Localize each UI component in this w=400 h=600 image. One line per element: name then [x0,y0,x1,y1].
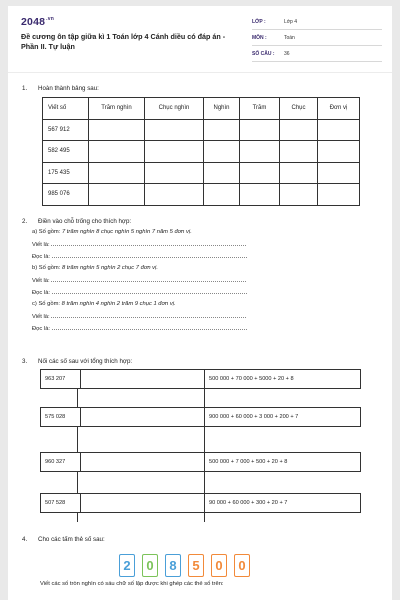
number-box[interactable] [40,493,212,513]
box-divider [80,494,81,512]
meta-key: SỐ CÂU : [252,51,275,57]
table-row [43,119,360,141]
card-digit: 2 [123,558,131,573]
answer-blank[interactable] [51,313,246,318]
part-label: a) Số gồm: [32,229,62,235]
answer-cell[interactable] [145,141,204,163]
table-header: Viết số [43,98,89,120]
sum-label: 90 000 + 60 000 + 300 + 20 + 7 [209,500,288,506]
sum-label: 500 000 + 7 000 + 500 + 20 + 8 [209,459,288,465]
number-card[interactable] [234,554,250,577]
question-prompt: Cho các tấm thẻ số sau: [38,536,105,543]
table-header: Trăm nghìn [89,98,145,120]
sum-label: 900 000 + 60 000 + 3 000 + 200 + 7 [209,414,299,420]
meta-key: MÔN : [252,35,267,41]
card-digit: 0 [146,558,154,573]
answer-cell[interactable] [318,119,360,141]
answer-cell[interactable] [204,119,240,141]
answer-cell[interactable] [280,119,318,141]
sum-box[interactable] [204,407,361,427]
answer-cell[interactable] [89,119,145,141]
meta-value: Lớp 4 [284,19,298,25]
sum-box[interactable] [204,369,361,389]
answer-cell[interactable] [204,141,240,163]
part-text: 8 trăm nghìn 4 nghìn 2 trăm 9 chục 1 đơn vị. [61,301,176,307]
table-cell-number: 175 435 [43,162,89,184]
sum-label: 500 000 + 70 000 + 5000 + 20 + 8 [209,376,294,382]
header-divider [8,72,392,73]
table-cell-number: 567 912 [43,119,89,141]
number-box[interactable] [40,369,212,389]
answer-cell[interactable] [89,162,145,184]
write-label: Viết là: [32,278,50,284]
meta-key: LỚP : [252,19,266,25]
table-header: Chục [280,98,318,120]
answer-cell[interactable] [318,162,360,184]
table-row [43,141,360,163]
write-label: Viết là: [32,242,50,248]
answer-cell[interactable] [145,162,204,184]
question-number: 4. [22,536,28,543]
logo-suffix: .vn [46,16,54,22]
answer-cell[interactable] [145,119,204,141]
answer-cell[interactable] [240,162,280,184]
answer-cell[interactable] [240,184,280,206]
table-cell-number: 582 495 [43,141,89,163]
answer-cell[interactable] [145,184,204,206]
table-row [43,162,360,184]
document-header [8,6,392,68]
document-title [21,32,243,52]
write-line[interactable] [32,277,246,284]
number-card[interactable] [119,554,135,577]
sum-box[interactable] [204,452,361,472]
answer-blank[interactable] [51,241,246,246]
meta-value: 36 [284,51,290,57]
number-box[interactable] [40,407,212,427]
answer-cell[interactable] [280,184,318,206]
write-label: Viết là: [32,314,50,320]
title-line-1: Đề cương ôn tập giữa kì 1 Toán lớp 4 Cánh diều có đáp án - [21,32,226,41]
answer-cell[interactable] [240,141,280,163]
title-line-2: Phần II. Tự luận [21,42,75,51]
table-header-row [43,98,360,120]
table-cell-number: 985 076 [43,184,89,206]
document-meta [252,14,382,62]
logo-text: 2048 [21,16,46,28]
read-line[interactable] [32,325,247,332]
meta-row-class [252,14,382,30]
number-cards [119,554,250,577]
answer-cell[interactable] [280,141,318,163]
question-4-instruction [40,581,224,587]
write-line[interactable] [32,313,246,320]
read-label: Đọc là: [32,254,51,260]
part-b [32,265,158,271]
document-page [8,6,392,600]
part-label: b) Số gồm: [32,265,62,271]
answer-cell[interactable] [240,119,280,141]
part-text: 8 trăm nghìn 5 nghìn 2 chục 7 đơn vị. [61,265,158,271]
site-logo[interactable] [21,16,54,28]
sum-box[interactable] [204,493,361,513]
answer-blank[interactable] [52,253,247,258]
answer-cell[interactable] [204,184,240,206]
number-box[interactable] [40,452,212,472]
answer-cell[interactable] [280,162,318,184]
table-header: Đơn vị [318,98,360,120]
number-label: 963 207 [45,376,66,382]
write-line[interactable] [32,241,246,248]
answer-cell[interactable] [89,184,145,206]
question-number: 1. [22,85,28,92]
card-digit: 0 [238,558,246,573]
answer-cell[interactable] [318,141,360,163]
number-card[interactable] [165,554,181,577]
meta-row-subject [252,30,382,46]
card-digit: 8 [169,558,177,573]
number-card[interactable] [188,554,204,577]
number-card[interactable] [142,554,158,577]
table-header: Chục nghìn [145,98,204,120]
number-label: 507 528 [45,500,66,506]
question-prompt: Hoàn thành bảng sau: [38,85,99,92]
card-digit: 0 [215,558,223,573]
table-header: Trăm [240,98,280,120]
question-prompt: Nối các số sau với tổng thích hợp: [38,358,133,365]
answer-cell[interactable] [204,162,240,184]
answer-blank[interactable] [52,289,247,294]
read-line[interactable] [32,289,247,296]
instruction-text: Viết các số tròn nghìn có sáu chữ số lập được khi ghép các thẻ số trên: [40,581,224,587]
box-divider [80,408,81,426]
part-a [32,229,192,235]
table-header: Nghìn [204,98,240,120]
question-number: 3. [22,358,28,365]
box-divider [80,370,81,388]
part-text: 7 trăm nghìn 8 chục nghìn 5 nghìn 7 năm 5 đơn vị. [61,229,192,235]
number-label: 960 327 [45,459,66,465]
answer-cell[interactable] [318,184,360,206]
meta-value: Toán [284,35,295,41]
box-divider [80,453,81,471]
answer-blank[interactable] [51,277,246,282]
read-line[interactable] [32,253,247,260]
answer-blank[interactable] [52,325,247,330]
part-label: c) Số gồm: [32,301,62,307]
answer-cell[interactable] [89,141,145,163]
card-digit: 5 [192,558,200,573]
part-c [32,301,176,307]
meta-row-count [252,46,382,62]
place-value-table [42,97,360,206]
number-label: 575 028 [45,414,66,420]
table-row [43,184,360,206]
question-prompt: Điền vào chỗ trống cho thích hợp: [38,218,132,225]
read-label: Đọc là: [32,326,51,332]
number-card[interactable] [211,554,227,577]
read-label: Đọc là: [32,290,51,296]
question-number: 2. [22,218,28,225]
